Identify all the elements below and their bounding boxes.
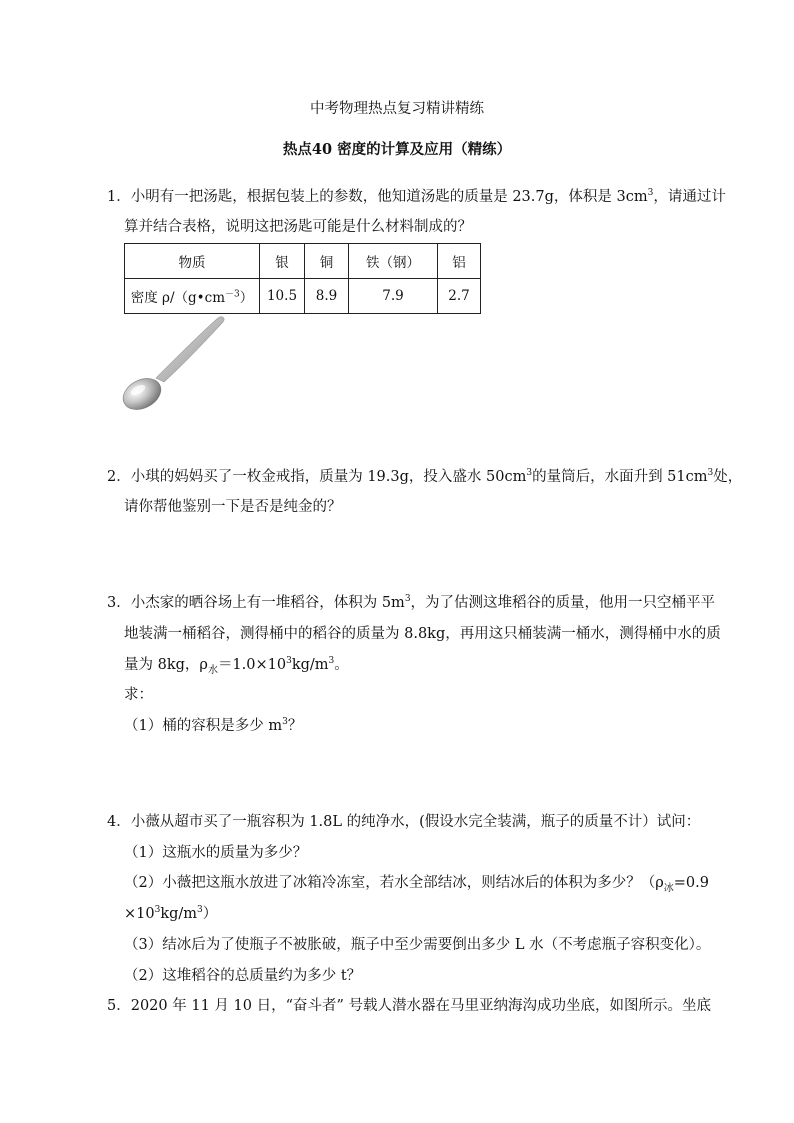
table-cell: 10.5 [260, 279, 305, 314]
q4-sub2-line2: $\times 10^3kg/m^3$） [124, 905, 218, 922]
page-title: 中考物理热点复习精讲精练 [310, 101, 484, 117]
spoon-image [118, 312, 228, 416]
q3-line3: 量为 8kg，$\rho_水=1.0\times 10^3kg/m^3$。 [124, 656, 349, 676]
table-cell: 银 [260, 244, 305, 279]
q2-line1: 2．小琪的妈妈买了一枚金戒指，质量为 19.3g，投入盛水 $50cm^3$的量筒后，水面升到 $51cm^3$处， [107, 468, 743, 485]
q3-line2: 地装满一桶稻谷，测得桶中的稻谷的质量为 8.8kg，再用这只桶装满一桶水，测得桶中水的质 [124, 626, 721, 642]
table-cell: 物质 [125, 244, 260, 279]
table-header-row [125, 244, 481, 279]
q4-sub3: （3）结冰后为了使瓶子不被胀破，瓶子中至少需要倒出多少 L 水（不考虑瓶子容积变化）。 [124, 937, 711, 953]
page-subtitle: 热点40 密度的计算及应用（精练） [282, 141, 512, 158]
q4-sub2-line1: （2）小薇把这瓶水放进了冰箱冷冻室，若水全部结冰，则结冰后的体积为多少？（$\rho_冰=0.9$ [124, 875, 709, 894]
q3-sub1: （1）桶的容积是多少 $m^3$？ [124, 717, 303, 734]
density-table [124, 243, 481, 314]
q5-line1: 5．2020 年 11 月 10 日，“奋斗者” 号载人潜水器在马里亚纳海沟成功坐底，如图所示。坐底 [107, 998, 712, 1014]
table-cell: 铜 [305, 244, 349, 279]
q4-line1: 4．小薇从超市买了一瓶容积为 1.8L 的纯净水，(假设水完全装满，瓶子的质量不计）试问： [107, 814, 701, 830]
q3-line1: 3．小杰家的晒谷场上有一堆稻谷，体积为 $5m^3$，为了估测这堆稻谷的质量，他用一只空桶平平 [107, 594, 716, 611]
q1-line2: 算并结合表格，说明这把汤匙可能是什么材料制成的？ [124, 219, 472, 235]
q4-sub4: （2）这堆稻谷的总质量约为多少 t？ [124, 968, 362, 984]
table-cell: 8.9 [305, 279, 349, 314]
table-row-label: 密度 $\rho/(g•cm^{-3})$ [125, 279, 260, 314]
table-cell: 铁（钢） [349, 244, 438, 279]
q2-line2: 请你帮他鉴别一下是否是纯金的？ [124, 499, 342, 515]
q4-sub1: （1）这瓶水的质量为多少？ [124, 845, 308, 861]
table-cell: 7.9 [349, 279, 438, 314]
q3-ask: 求： [124, 687, 153, 703]
table-cell: 2.7 [438, 279, 481, 314]
table-cell: 铝 [438, 244, 481, 279]
table-row [125, 279, 481, 314]
q1-line1: 1．小明有一把汤匙，根据包装上的参数，他知道汤匙的质量是 23.7g，体积是 $3cm^3$，请通过计 [107, 188, 726, 205]
